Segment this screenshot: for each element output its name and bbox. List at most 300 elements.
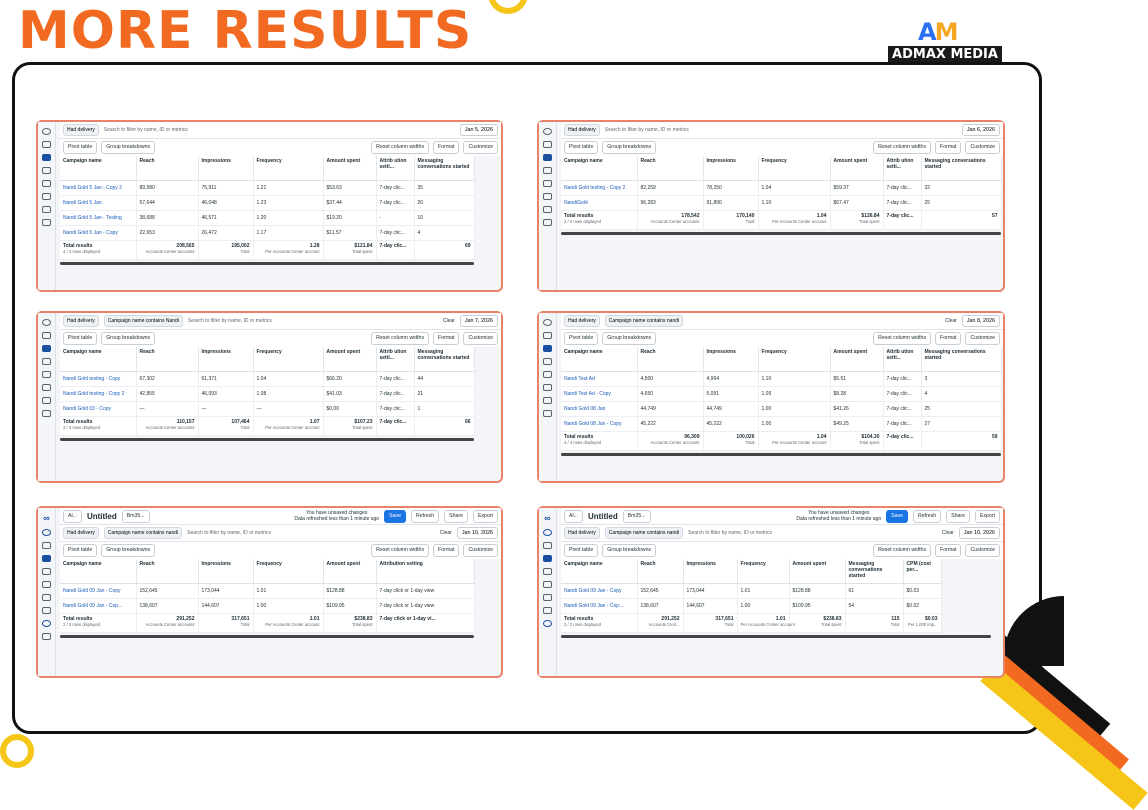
cell-impressions: 78,250	[703, 180, 758, 195]
table-row[interactable]	[60, 583, 474, 598]
customize-button[interactable]: Customize	[463, 332, 498, 345]
col-attribution[interactable]: Attrib ution setti...	[376, 347, 414, 371]
cell-attribution: 7-day clic...	[883, 371, 921, 386]
horizontal-scrollbar[interactable]	[60, 438, 474, 441]
total-messaging-sub: Total	[890, 621, 900, 627]
cell-messaging: 61	[845, 583, 903, 598]
had-delivery-chip[interactable]: Had delivery	[63, 124, 99, 136]
rows-displayed: 4 / 4 rows displayed	[63, 248, 101, 254]
account-selector[interactable]: Bm35...	[623, 510, 651, 523]
megaphone-icon[interactable]	[543, 594, 552, 601]
col-amount[interactable]: Amount spent	[830, 347, 883, 371]
col-reach[interactable]: Reach	[637, 156, 703, 180]
rows-displayed: 2 / 2 rows displayed	[63, 621, 101, 627]
horizontal-scrollbar[interactable]	[561, 232, 1001, 235]
col-frequency[interactable]: Frequency	[758, 156, 830, 180]
horizontal-scrollbar[interactable]	[60, 262, 474, 265]
notifications-icon[interactable]	[543, 529, 552, 536]
col-campaign[interactable]: Campaign name	[561, 156, 637, 180]
group-breakdowns-button[interactable]: Group breakdowns	[101, 544, 155, 557]
table-icon[interactable]	[42, 332, 51, 339]
group-breakdowns-button[interactable]: Group breakdowns	[602, 141, 656, 154]
megaphone-icon[interactable]	[42, 371, 51, 378]
col-reach[interactable]: Reach	[136, 156, 198, 180]
col-amount[interactable]: Amount spent	[789, 559, 845, 583]
total-frequency-sub: Per Accounts Center account	[265, 621, 320, 627]
total-reach-sub: Accounts Center accounts	[145, 621, 195, 627]
filter-chip[interactable]: Campaign name contains nandi	[104, 527, 182, 539]
card-icon[interactable]	[42, 581, 51, 588]
total-amount: $126.84	[861, 212, 880, 219]
group-breakdowns-button[interactable]: Group breakdowns	[602, 332, 656, 345]
campaign-link[interactable]: Nandi Gold 03 - Copy	[60, 401, 136, 416]
campaign-link[interactable]: Nandi Gold 5 Jan	[60, 195, 136, 210]
people-icon[interactable]	[543, 167, 552, 174]
campaign-link[interactable]: Nandi Gold testing - Copy 2	[60, 386, 136, 401]
col-messaging[interactable]: Messaging conversations started	[845, 559, 903, 583]
table-row[interactable]	[561, 195, 1001, 210]
col-campaign[interactable]: Campaign name	[561, 559, 637, 583]
circle-icon[interactable]	[42, 620, 51, 627]
format-button[interactable]: Format	[433, 332, 459, 345]
menu-icon[interactable]	[42, 410, 51, 417]
campaign-link[interactable]: Nandi Gold 08 Jan	[561, 401, 637, 416]
total-impressions-sub: Total	[240, 621, 250, 627]
pivot-table-button[interactable]: Pivot table	[63, 332, 97, 345]
date-picker[interactable]: Jan 5, 2026	[460, 124, 498, 136]
unsaved-status	[294, 510, 379, 522]
cell-reach: 67,302	[136, 371, 198, 386]
had-delivery-chip[interactable]: Had delivery	[63, 315, 99, 327]
campaign-link[interactable]: Nandi Gold 09 Jan - Copy	[561, 583, 637, 598]
cell-reach: 96,283	[637, 195, 703, 210]
reset-columns-button[interactable]: Reset column widths	[371, 544, 429, 557]
cell-reach: 89,580	[136, 180, 198, 195]
cell-frequency: —	[253, 401, 323, 416]
table-row[interactable]	[561, 371, 1001, 386]
card-icon[interactable]	[42, 193, 51, 200]
table-icon[interactable]	[543, 141, 552, 148]
horizontal-scrollbar[interactable]	[60, 635, 474, 638]
total-frequency: 1.01	[309, 615, 320, 622]
menu-icon[interactable]	[42, 219, 51, 226]
pivot-table-button[interactable]: Pivot table	[63, 141, 97, 154]
group-breakdowns-button[interactable]: Group breakdowns	[101, 141, 155, 154]
cell-impressions: 46,048	[198, 195, 253, 210]
had-delivery-chip[interactable]: Had delivery	[564, 527, 600, 539]
cell-frequency: 1.10	[758, 371, 830, 386]
report-title[interactable]: Untitled	[86, 511, 117, 521]
had-delivery-chip[interactable]: Had delivery	[564, 315, 600, 327]
cell-messaging: 44	[414, 371, 474, 386]
reset-columns-button[interactable]: Reset column widths	[873, 332, 931, 345]
col-messaging[interactable]: Messaging conversations started	[414, 347, 474, 371]
share-button[interactable]: Share	[946, 510, 970, 523]
col-attribution[interactable]: Attrib ution setti...	[376, 156, 414, 180]
total-impressions-sub: Total	[745, 218, 755, 224]
save-button[interactable]: Save	[886, 510, 908, 523]
total-impressions: 195,002	[231, 242, 250, 249]
audience-icon[interactable]	[42, 607, 51, 614]
cell-amount: $109.95	[323, 598, 376, 613]
card-icon[interactable]	[543, 193, 552, 200]
cell-amount: $66.20	[323, 371, 376, 386]
report-panel-jan10-attribution	[36, 506, 503, 678]
cell-reach: —	[136, 401, 198, 416]
campaigns-icon[interactable]	[42, 555, 51, 562]
all-accounts-button[interactable]: Al...	[63, 510, 82, 523]
cell-cpm: $0.02	[903, 598, 941, 613]
had-delivery-chip[interactable]: Had delivery	[63, 527, 99, 539]
clear-button[interactable]: Clear	[439, 530, 452, 536]
cell-frequency: 1.20	[253, 210, 323, 225]
report-title[interactable]: Untitled	[587, 511, 618, 521]
table-row[interactable]	[561, 401, 1001, 416]
col-cpm[interactable]: CPM (cost per...	[903, 559, 941, 583]
cell-frequency: 1.17	[253, 225, 323, 240]
pivot-table-button[interactable]: Pivot table	[564, 141, 598, 154]
cell-impressions: —	[198, 401, 253, 416]
campaign-link[interactable]: Nandi Gold 5 Jan - Copy 2	[60, 180, 136, 195]
campaign-link[interactable]: Nandi Gold 5 Jan - Copy	[60, 225, 136, 240]
customize-button[interactable]: Customize	[965, 544, 1000, 557]
col-amount[interactable]: Amount spent	[830, 156, 883, 180]
cell-frequency: 1.01	[253, 583, 323, 598]
account-selector[interactable]: Bm35...	[122, 510, 150, 523]
table-row[interactable]	[60, 401, 474, 416]
cell-amount: $109.95	[789, 598, 845, 613]
table-row[interactable]	[60, 180, 474, 195]
clear-button[interactable]: Clear	[944, 318, 957, 324]
had-delivery-chip[interactable]: Had delivery	[564, 124, 600, 136]
cell-attribution: 7-day click or 1-day view	[376, 598, 474, 613]
audience-icon[interactable]	[543, 397, 552, 404]
total-impressions: 107,464	[231, 418, 250, 425]
col-impressions[interactable]: Impressions	[703, 156, 758, 180]
cell-reach: 138,607	[637, 598, 683, 613]
table-row[interactable]	[60, 195, 474, 210]
pivot-table-button[interactable]: Pivot table	[564, 332, 598, 345]
audience-icon[interactable]	[543, 206, 552, 213]
campaign-link[interactable]: Nandi Test Ad	[561, 371, 637, 386]
total-amount-sub: Total spent	[859, 439, 880, 445]
people-icon[interactable]	[42, 167, 51, 174]
results-table	[561, 156, 1002, 230]
reset-columns-button[interactable]: Reset column widths	[873, 141, 931, 154]
col-campaign[interactable]: Campaign name	[60, 559, 136, 583]
report-panel-jan6	[537, 120, 1005, 292]
campaign-link[interactable]: Nandi Gold 5 Jan - Testing	[60, 210, 136, 225]
col-reach[interactable]: Reach	[637, 559, 683, 583]
col-attribution[interactable]: Attrib ution setti...	[883, 347, 921, 371]
col-campaign[interactable]: Campaign name	[60, 347, 136, 371]
pivot-table-button[interactable]: Pivot table	[564, 544, 598, 557]
all-accounts-button[interactable]: Al...	[564, 510, 583, 523]
save-button[interactable]: Save	[384, 510, 406, 523]
col-reach[interactable]: Reach	[637, 347, 703, 371]
export-button[interactable]: Export	[473, 510, 498, 523]
total-reach-sub: Accounts Center accounts	[650, 439, 700, 445]
table-row[interactable]	[60, 210, 474, 225]
col-messaging[interactable]: Messaging conversations started	[414, 156, 474, 180]
date-picker[interactable]: Jan 7, 2026	[460, 315, 498, 327]
meta-logo-icon[interactable]: ∞	[544, 513, 551, 523]
cell-attribution: 7-day clic...	[376, 386, 414, 401]
search-input[interactable]: Search to filter by name, ID or metrics	[187, 318, 272, 324]
table-row[interactable]	[561, 416, 1001, 431]
customize-button[interactable]: Customize	[463, 141, 498, 154]
cell-messaging: 20	[414, 195, 474, 210]
megaphone-icon[interactable]	[42, 594, 51, 601]
horizontal-scrollbar[interactable]	[561, 635, 991, 638]
format-button[interactable]: Format	[935, 544, 961, 557]
rows-displayed: 2 / 2 rows displayed	[564, 621, 602, 627]
cell-impressions: 46,571	[198, 210, 253, 225]
col-attribution[interactable]: Attrib ution setti...	[883, 156, 921, 180]
cell-messaging: 32	[921, 180, 1001, 195]
cell-impressions: 61,371	[198, 371, 253, 386]
col-campaign[interactable]: Campaign name	[561, 347, 637, 371]
format-button[interactable]: Format	[433, 544, 459, 557]
search-input[interactable]: Search to filter by name, ID or metrics	[604, 127, 689, 133]
total-label: Total results	[63, 242, 93, 249]
export-button[interactable]: Export	[975, 510, 1000, 523]
megaphone-icon[interactable]	[543, 371, 552, 378]
customize-button[interactable]: Customize	[965, 141, 1000, 154]
group-breakdowns-button[interactable]: Group breakdowns	[602, 544, 656, 557]
campaign-link[interactable]: Nandi Gold 09 Jan - Cop...	[60, 598, 136, 613]
table-icon[interactable]	[543, 542, 552, 549]
audience-icon[interactable]	[42, 397, 51, 404]
total-amount: $238.83	[354, 615, 373, 622]
smile-icon[interactable]	[543, 128, 552, 135]
cell-amount: $19.20	[323, 210, 376, 225]
table-row[interactable]	[561, 583, 941, 598]
unsaved-text: You have unsaved changes	[808, 510, 870, 516]
reset-columns-button[interactable]: Reset column widths	[873, 544, 931, 557]
smile-icon[interactable]	[42, 319, 51, 326]
col-impressions[interactable]: Impressions	[198, 156, 253, 180]
col-frequency[interactable]: Frequency	[737, 559, 789, 583]
total-amount-sub: Total spent	[859, 218, 880, 224]
col-campaign[interactable]: Campaign name	[60, 156, 136, 180]
campaign-link[interactable]: Nandi Test Ad - Copy	[561, 386, 637, 401]
col-amount[interactable]: Amount spent	[323, 347, 376, 371]
total-messaging: 66	[464, 418, 471, 425]
campaigns-icon[interactable]	[543, 154, 552, 161]
col-frequency[interactable]: Frequency	[253, 347, 323, 371]
filter-chip[interactable]: Campaign name contains nandi	[605, 315, 683, 327]
meta-logo-icon[interactable]: ∞	[43, 513, 50, 523]
cell-messaging: 1	[414, 401, 474, 416]
megaphone-icon[interactable]	[543, 180, 552, 187]
results-table	[60, 559, 475, 633]
total-reach-sub: Accounts Center accounts	[145, 248, 195, 254]
format-button[interactable]: Format	[433, 141, 459, 154]
col-impressions[interactable]: Impressions	[198, 559, 253, 583]
cell-impressions: 91,890	[703, 195, 758, 210]
format-button[interactable]: Format	[935, 141, 961, 154]
cell-frequency: 1.10	[758, 195, 830, 210]
cell-reach: 4,500	[637, 371, 703, 386]
megaphone-icon[interactable]	[42, 180, 51, 187]
campaigns-icon[interactable]	[42, 345, 51, 352]
circle-icon[interactable]	[543, 620, 552, 627]
results-table	[561, 347, 1002, 451]
total-frequency-sub: Per Accounts Center account	[740, 621, 795, 627]
horizontal-scrollbar[interactable]	[561, 453, 1001, 456]
cell-impressions: 173,044	[198, 583, 253, 598]
filter-chip[interactable]: Campaign name contains nandi	[605, 527, 683, 539]
col-amount[interactable]: Amount spent	[323, 156, 376, 180]
campaigns-icon[interactable]	[42, 154, 51, 161]
col-messaging[interactable]: Messaging conversations started	[921, 156, 1001, 180]
total-frequency-sub: Per Accounts Center account	[265, 248, 320, 254]
col-frequency[interactable]: Frequency	[253, 156, 323, 180]
filter-chip[interactable]: Campaign name contains Nandi	[104, 315, 183, 327]
pivot-table-button[interactable]: Pivot table	[63, 544, 97, 557]
people-icon[interactable]	[42, 568, 51, 575]
clear-button[interactable]: Clear	[442, 318, 455, 324]
cell-impressions: 46,093	[198, 386, 253, 401]
cell-impressions: 45,222	[703, 416, 758, 431]
search-input[interactable]: Search to filter by name, ID or metrics	[103, 127, 188, 133]
customize-button[interactable]: Customize	[965, 332, 1000, 345]
campaigns-icon[interactable]	[543, 345, 552, 352]
date-picker[interactable]: Jan 10, 2026	[959, 527, 1000, 539]
rows-displayed: 3 / 3 rows displayed	[63, 424, 101, 430]
total-impressions-sub: Total	[745, 439, 755, 445]
table-row[interactable]	[60, 386, 474, 401]
refreshed-text: Data refreshed less than 1 minute ago	[294, 516, 380, 522]
cell-attribution: 7-day clic...	[376, 225, 414, 240]
refresh-button[interactable]: Refresh	[411, 510, 439, 523]
table-row[interactable]	[561, 180, 1001, 195]
menu-icon[interactable]	[543, 219, 552, 226]
help-icon[interactable]	[42, 633, 51, 640]
cell-reach: 44,749	[637, 401, 703, 416]
cell-messaging: 25	[921, 195, 1001, 210]
total-row	[60, 613, 474, 632]
search-input[interactable]: Search to filter by name, ID or metrics	[187, 530, 272, 536]
table-row[interactable]	[561, 598, 941, 613]
col-impressions[interactable]: Impressions	[198, 347, 253, 371]
card-icon[interactable]	[543, 384, 552, 391]
cell-impressions: 144,607	[683, 598, 737, 613]
table-row[interactable]	[60, 371, 474, 386]
reset-columns-button[interactable]: Reset column widths	[371, 141, 429, 154]
campaign-link[interactable]: Nandi Gold 08 Jan - Copy	[561, 416, 637, 431]
cell-frequency: 1.01	[737, 583, 789, 598]
campaign-link[interactable]: Nandi Gold 09 Jan - Cop...	[561, 598, 637, 613]
campaign-link[interactable]: Nandi Gold testing - Copy 2	[561, 180, 637, 195]
campaign-link[interactable]: NandiGold	[561, 195, 637, 210]
campaigns-icon[interactable]	[543, 555, 552, 562]
total-reach: 110,157	[176, 418, 195, 425]
cell-attribution: 7-day clic...	[883, 195, 921, 210]
audience-icon[interactable]	[543, 607, 552, 614]
col-amount[interactable]: Amount spent	[323, 559, 376, 583]
col-impressions[interactable]: Impressions	[703, 347, 758, 371]
col-attribution[interactable]: Attribution setting	[376, 559, 474, 583]
menu-icon[interactable]	[543, 410, 552, 417]
campaign-link[interactable]: Nandi Gold 09 Jan - Copy	[60, 583, 136, 598]
total-attribution: 7-day clic...	[886, 212, 914, 219]
smile-icon[interactable]	[42, 128, 51, 135]
format-button[interactable]: Format	[935, 332, 961, 345]
audience-icon[interactable]	[42, 206, 51, 213]
cell-impressions: 173,044	[683, 583, 737, 598]
cell-cpm: $0.03	[903, 583, 941, 598]
col-reach[interactable]: Reach	[136, 347, 198, 371]
people-icon[interactable]	[543, 358, 552, 365]
nav-rail	[38, 122, 56, 290]
clear-button[interactable]: Clear	[941, 530, 954, 536]
total-reach: 96,309	[684, 433, 700, 440]
unsaved-status	[796, 510, 881, 522]
cell-attribution: 7-day clic...	[376, 371, 414, 386]
total-row	[561, 431, 1001, 450]
total-messaging: 59	[991, 433, 998, 440]
col-impressions[interactable]: Impressions	[683, 559, 737, 583]
total-label: Total results	[63, 418, 93, 425]
date-picker[interactable]: Jan 6, 2026	[962, 124, 1000, 136]
share-button[interactable]: Share	[444, 510, 468, 523]
brand-name: ADMAX MEDIA	[888, 46, 1002, 64]
cell-reach: 4,650	[637, 386, 703, 401]
reset-columns-button[interactable]: Reset column widths	[371, 332, 429, 345]
table-icon[interactable]	[543, 332, 552, 339]
cell-attribution: 7-day clic...	[376, 401, 414, 416]
people-icon[interactable]	[42, 358, 51, 365]
total-messaging: 115	[891, 615, 900, 622]
brand-logo	[888, 18, 1002, 66]
cell-messaging: 35	[414, 180, 474, 195]
cell-frequency: 1.04	[758, 180, 830, 195]
cell-amount: $5.51	[830, 371, 883, 386]
group-breakdowns-button[interactable]: Group breakdowns	[101, 332, 155, 345]
card-icon[interactable]	[543, 581, 552, 588]
search-input[interactable]: Search to filter by name, ID or metrics	[688, 530, 773, 536]
date-picker[interactable]: Jan 8, 2026	[962, 315, 1000, 327]
cell-amount: $59.37	[830, 180, 883, 195]
cell-attribution: 7-day click or 1-day view	[376, 583, 474, 598]
cell-reach: 138,607	[136, 598, 198, 613]
table-icon[interactable]	[42, 542, 51, 549]
date-picker[interactable]: Jan 10, 2026	[457, 527, 498, 539]
card-icon[interactable]	[42, 384, 51, 391]
report-panel-jan10-cpm	[537, 506, 1005, 678]
table-row[interactable]	[60, 225, 474, 240]
table-row[interactable]	[561, 386, 1001, 401]
notifications-icon[interactable]	[42, 529, 51, 536]
col-reach[interactable]: Reach	[136, 559, 198, 583]
customize-button[interactable]: Customize	[463, 544, 498, 557]
refreshed-text: Data refreshed less than 1 minute ago	[796, 516, 882, 522]
refresh-button[interactable]: Refresh	[913, 510, 941, 523]
col-frequency[interactable]: Frequency	[253, 559, 323, 583]
col-frequency[interactable]: Frequency	[758, 347, 830, 371]
smile-icon[interactable]	[543, 319, 552, 326]
col-messaging[interactable]: Messaging conversations started	[921, 347, 1001, 371]
table-row[interactable]	[60, 598, 474, 613]
total-impressions: 170,140	[736, 212, 755, 219]
campaign-link[interactable]: Nandi Gold testing - Copy	[60, 371, 136, 386]
cell-messaging: 21	[414, 386, 474, 401]
people-icon[interactable]	[543, 568, 552, 575]
table-icon[interactable]	[42, 141, 51, 148]
cell-impressions: 44,749	[703, 401, 758, 416]
